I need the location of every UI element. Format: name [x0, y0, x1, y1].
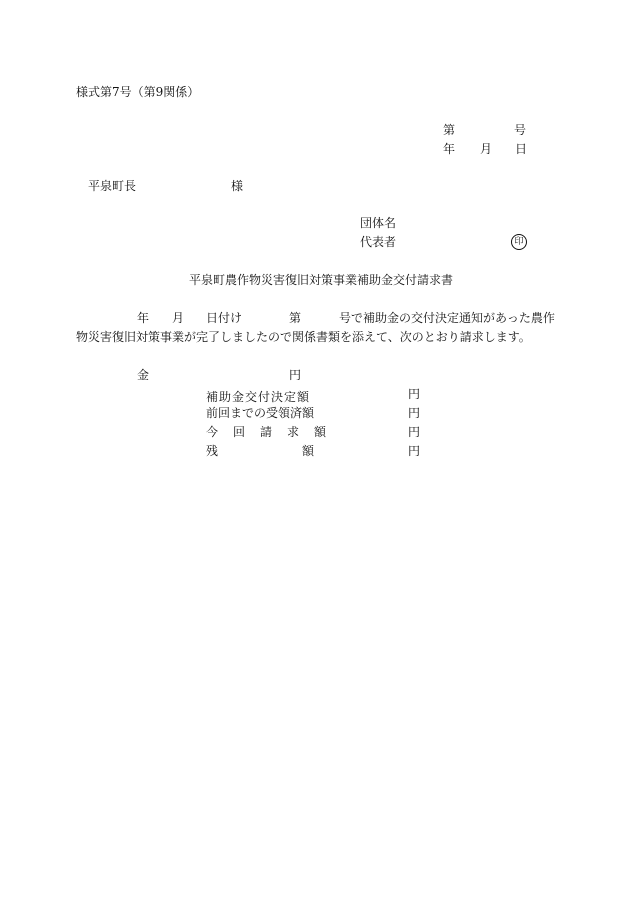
addressee-honorific: 様 — [231, 179, 244, 193]
addressee-name: 平泉町長 — [88, 179, 137, 193]
breakdown-label-current: 今回請求額 — [206, 425, 342, 439]
amount-label: 金 — [137, 368, 150, 382]
date-month: 月 — [480, 142, 493, 156]
seal-mark: 印 — [511, 234, 527, 250]
breakdown-unit: 円 — [408, 387, 421, 401]
breakdown-label-received: 前回までの受領済額 — [206, 406, 315, 420]
breakdown-row-decided — [206, 388, 326, 405]
breakdown-label-remaining: 残額 — [206, 444, 399, 458]
breakdown-label: 補助金交付決定額 — [206, 390, 311, 404]
body-month: 月 — [172, 311, 185, 325]
body-year: 年 — [137, 311, 150, 325]
breakdown-unit: 円 — [408, 406, 421, 420]
form-number: 様式第7号（第9関係） — [76, 85, 200, 99]
body-line1-rest: 号で補助金の交付決定通知があった農作 — [339, 311, 555, 325]
applicant-org-label: 団体名 — [360, 216, 397, 230]
doc-number-suffix: 号 — [514, 123, 527, 137]
breakdown-unit: 円 — [408, 444, 421, 458]
applicant-rep-label: 代表者 — [360, 235, 397, 249]
amount-unit: 円 — [289, 368, 302, 382]
body-no-prefix: 第 — [289, 311, 302, 325]
document-title: 平泉町農作物災害復旧対策事業補助金交付請求書 — [189, 273, 454, 287]
doc-number-prefix: 第 — [443, 123, 456, 137]
body-line2: 物災害復旧対策事業が完了しましたので関係書類を添えて、次のとおり請求します。 — [76, 330, 531, 344]
date-year: 年 — [443, 142, 456, 156]
date-day: 日 — [515, 142, 528, 156]
body-dated: 日付け — [206, 311, 243, 325]
breakdown-unit: 円 — [408, 425, 421, 439]
